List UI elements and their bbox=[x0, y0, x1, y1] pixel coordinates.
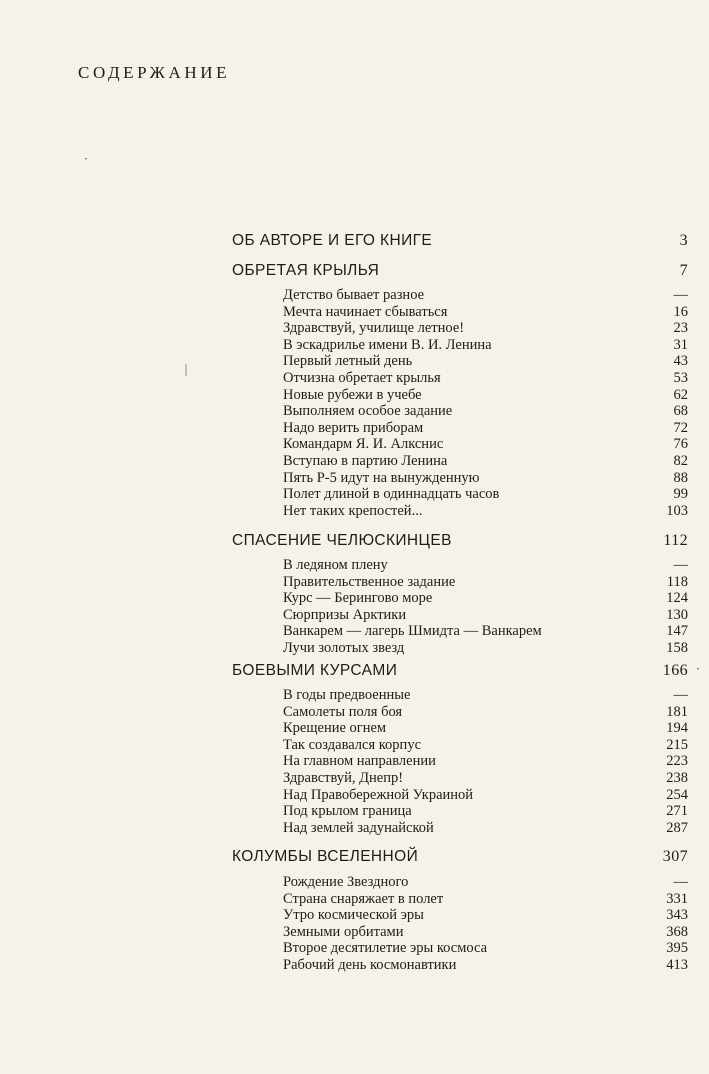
chapter-entry[interactable] bbox=[283, 787, 688, 805]
paper-mark-icon: · bbox=[696, 662, 700, 676]
chapter-title: В ледяном плену bbox=[283, 557, 388, 573]
chapter-entry[interactable] bbox=[283, 907, 688, 925]
chapter-entry[interactable] bbox=[283, 607, 688, 625]
chapter-title: В годы предвоенные bbox=[283, 687, 411, 703]
chapter-entry[interactable] bbox=[283, 753, 688, 771]
section-page-number: 166 bbox=[662, 662, 688, 679]
section-entry[interactable] bbox=[232, 848, 688, 870]
chapter-title: Здравствуй, Днепр! bbox=[283, 770, 404, 786]
page-title: СОДЕРЖАНИЕ bbox=[78, 63, 231, 82]
chapter-entry[interactable] bbox=[283, 557, 688, 575]
chapter-entry[interactable] bbox=[283, 353, 688, 371]
chapter-title: Рождение Звездного bbox=[283, 874, 409, 890]
chapter-title: Под крылом граница bbox=[283, 803, 412, 820]
section-page-number: 7 bbox=[679, 262, 688, 279]
chapter-title: Командарм Я. И. Алкснис bbox=[283, 436, 444, 453]
chapter-page-number: 99 bbox=[673, 486, 688, 503]
chapter-page-number: 16 bbox=[673, 303, 688, 320]
section-title: ОБРЕТАЯ КРЫЛЬЯ bbox=[232, 262, 380, 279]
chapter-entry[interactable] bbox=[283, 704, 688, 722]
chapter-page-number: — bbox=[673, 874, 688, 890]
chapter-entry[interactable] bbox=[283, 940, 688, 958]
chapter-entry[interactable] bbox=[283, 470, 688, 488]
chapter-entry[interactable] bbox=[283, 737, 688, 755]
chapter-entry[interactable] bbox=[283, 486, 688, 504]
chapter-entry[interactable] bbox=[283, 640, 688, 658]
chapter-title: Мечта начинает сбываться bbox=[283, 303, 448, 320]
chapter-entry[interactable] bbox=[283, 957, 688, 975]
chapter-title: Страна снаряжает в полет bbox=[283, 890, 444, 907]
chapter-page-number: 62 bbox=[673, 386, 688, 403]
chapter-entry[interactable] bbox=[283, 574, 688, 592]
chapter-entry[interactable] bbox=[283, 453, 688, 471]
chapter-title: Над землей задунайской bbox=[283, 819, 434, 836]
chapter-title: В эскадрилье имени В. И. Ленина bbox=[283, 336, 492, 353]
chapter-page-number: 76 bbox=[673, 436, 688, 453]
section-entry[interactable] bbox=[232, 262, 688, 284]
chapter-title: Над Правобережной Украиной bbox=[283, 786, 474, 803]
chapter-title: Выполняем особое задание bbox=[283, 403, 453, 420]
chapter-page-number: 23 bbox=[673, 320, 688, 337]
chapter-title: Сюрпризы Арктики bbox=[283, 606, 407, 623]
section-entry[interactable] bbox=[232, 532, 688, 554]
chapter-page-number: 194 bbox=[666, 720, 688, 737]
chapter-page-number: 181 bbox=[666, 703, 688, 720]
chapter-page-number: 395 bbox=[666, 940, 688, 957]
chapter-entry[interactable] bbox=[283, 320, 688, 338]
chapter-title: Лучи золотых звезд bbox=[283, 640, 405, 656]
chapter-title: Детство бывает разное bbox=[283, 287, 425, 303]
paper-mark-icon: | bbox=[184, 362, 189, 376]
chapter-entry[interactable] bbox=[283, 803, 688, 821]
section-entry[interactable] bbox=[232, 662, 688, 684]
chapter-entry[interactable] bbox=[283, 370, 688, 388]
chapter-title: Самолеты поля боя bbox=[283, 703, 403, 720]
chapter-title: Рабочий день космонавтики bbox=[283, 957, 457, 973]
chapter-entry[interactable] bbox=[283, 820, 688, 838]
chapter-title: Второе десятилетие эры космоса bbox=[283, 940, 488, 957]
chapter-title: На главном направлении bbox=[283, 753, 436, 770]
section-page-number: 112 bbox=[663, 532, 688, 549]
section-title: БОЕВЫМИ КУРСАМИ bbox=[232, 662, 398, 679]
chapter-entry[interactable] bbox=[283, 304, 688, 322]
chapter-entry[interactable] bbox=[283, 403, 688, 421]
chapter-page-number: 31 bbox=[673, 336, 688, 353]
chapter-page-number: 343 bbox=[666, 907, 688, 924]
chapter-page-number: 103 bbox=[666, 502, 688, 519]
chapter-page-number: — bbox=[673, 287, 688, 303]
chapter-page-number: 43 bbox=[673, 353, 688, 370]
chapter-title: Отчизна обретает крылья bbox=[283, 370, 441, 386]
chapter-title: Ванкарем — лагерь Шмидта — Ванкарем bbox=[283, 623, 542, 640]
chapter-title: Вступаю в партию Ленина bbox=[283, 453, 448, 469]
chapter-entry[interactable] bbox=[283, 924, 688, 942]
section-entry[interactable] bbox=[232, 232, 688, 254]
chapter-page-number: 331 bbox=[666, 890, 688, 907]
chapter-title: Так создавался корпус bbox=[283, 736, 422, 753]
chapter-title: Нет таких крепостей... bbox=[283, 502, 423, 519]
chapter-entry[interactable] bbox=[283, 874, 688, 892]
chapter-entry[interactable] bbox=[283, 687, 688, 705]
chapter-page-number: 88 bbox=[673, 469, 688, 486]
chapter-page-number: 287 bbox=[666, 819, 688, 836]
chapter-title: Крещение огнем bbox=[283, 720, 387, 737]
chapter-entry[interactable] bbox=[283, 590, 688, 608]
section-page-number: 3 bbox=[679, 232, 688, 249]
chapter-page-number: 413 bbox=[666, 957, 688, 973]
chapter-page-number: 368 bbox=[666, 923, 688, 940]
chapter-page-number: 158 bbox=[666, 640, 688, 656]
chapter-page-number: 72 bbox=[673, 419, 688, 436]
chapter-page-number: 147 bbox=[666, 623, 688, 640]
chapter-entry[interactable] bbox=[283, 337, 688, 355]
chapter-entry[interactable] bbox=[283, 287, 688, 305]
chapter-title: Земными орбитами bbox=[283, 923, 404, 940]
section-title: ОБ АВТОРЕ И ЕГО КНИГЕ bbox=[232, 232, 433, 249]
chapter-page-number: 118 bbox=[666, 573, 688, 590]
chapter-page-number: 68 bbox=[673, 403, 688, 420]
paper-mark-icon: · bbox=[84, 152, 88, 166]
chapter-page-number: 254 bbox=[666, 786, 688, 803]
chapter-entry[interactable] bbox=[283, 720, 688, 738]
chapter-page-number: 53 bbox=[673, 370, 688, 386]
chapter-entry[interactable] bbox=[283, 770, 688, 788]
chapter-entry[interactable] bbox=[283, 503, 688, 521]
chapter-page-number: 124 bbox=[666, 590, 688, 607]
chapter-page-number: 215 bbox=[666, 736, 688, 753]
chapter-title: Утро космической эры bbox=[283, 907, 424, 924]
chapter-title: Правительственное задание bbox=[283, 573, 456, 590]
chapter-title: Пять Р-5 идут на вынужденную bbox=[283, 469, 480, 486]
chapter-entry[interactable] bbox=[283, 623, 688, 641]
chapter-title: Курс — Берингово море bbox=[283, 590, 433, 607]
chapter-page-number: — bbox=[673, 687, 688, 703]
section-title: СПАСЕНИЕ ЧЕЛЮСКИНЦЕВ bbox=[232, 532, 452, 549]
chapter-page-number: 238 bbox=[666, 770, 688, 786]
chapter-title: Здравствуй, училище летное! bbox=[283, 320, 465, 337]
chapter-page-number: 82 bbox=[673, 453, 688, 469]
chapter-page-number: 223 bbox=[666, 753, 688, 770]
chapter-page-number: — bbox=[673, 557, 688, 573]
chapter-title: Полет длиной в одиннадцать часов bbox=[283, 486, 500, 503]
chapter-entry[interactable] bbox=[283, 891, 688, 909]
chapter-title: Новые рубежи в учебе bbox=[283, 386, 422, 403]
chapter-entry[interactable] bbox=[283, 420, 688, 438]
chapter-title: Надо верить приборам bbox=[283, 419, 424, 436]
chapter-title: Первый летный день bbox=[283, 353, 413, 370]
chapter-entry[interactable] bbox=[283, 436, 688, 454]
section-title: КОЛУМБЫ ВСЕЛЕННОЙ bbox=[232, 848, 419, 865]
chapter-page-number: 130 bbox=[666, 606, 688, 623]
chapter-entry[interactable] bbox=[283, 387, 688, 405]
section-page-number: 307 bbox=[662, 848, 688, 865]
chapter-page-number: 271 bbox=[666, 803, 688, 820]
